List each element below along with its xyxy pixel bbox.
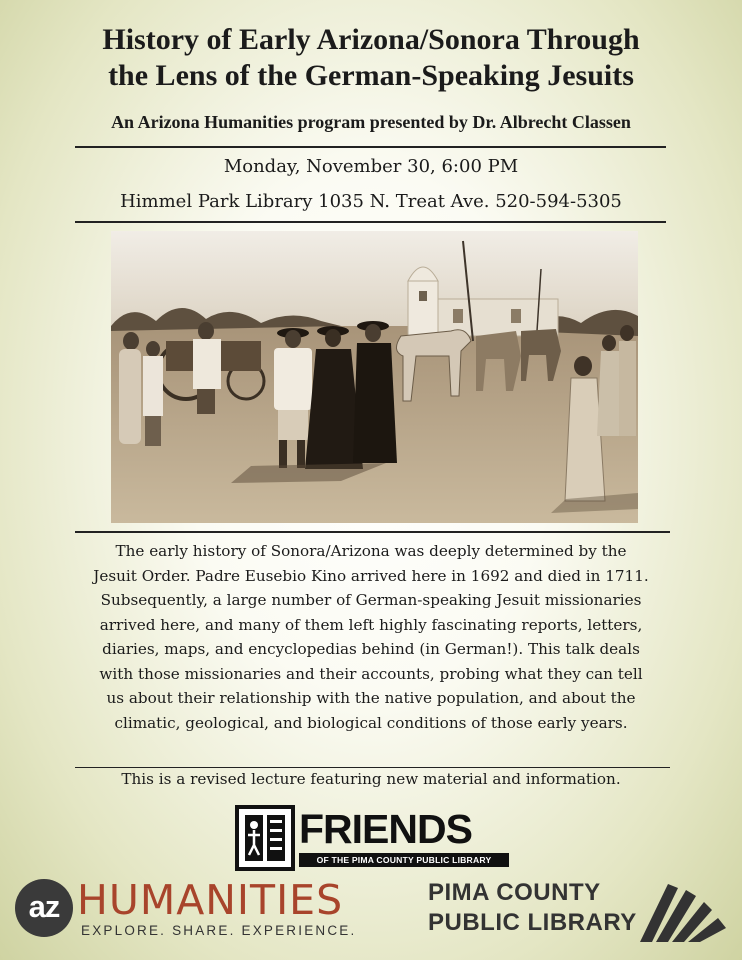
body-line: The early history of Sonora/Arizona was deeply determined by the xyxy=(115,542,627,560)
divider-note xyxy=(75,767,670,768)
divider-top xyxy=(75,146,666,148)
poster-subtitle: An Arizona Humanities program presented by Dr. Albrecht Classen xyxy=(111,112,631,132)
friends-of-library-logo xyxy=(235,805,510,873)
body-line: us about their relationship with the native population, and about the xyxy=(106,689,636,707)
az-humanities-logo xyxy=(15,875,400,945)
pima-line-1: PIMA COUNTY xyxy=(428,879,601,906)
body-line: diaries, maps, and encyclopedias behind (in German!). This talk deals xyxy=(102,640,640,658)
az-mark: az xyxy=(15,879,73,937)
poster-title xyxy=(0,22,742,94)
divider-photo-bottom xyxy=(75,531,670,533)
pima-county-library-logo xyxy=(428,876,728,946)
pima-line-2: PUBLIC LIBRARY xyxy=(428,909,637,936)
revision-note: This is a revised lecture featuring new material and information. xyxy=(121,770,621,788)
body-line: Jesuit Order. Padre Eusebio Kino arrived here in 1692 and died in 1711. xyxy=(93,566,649,585)
pima-book-fan-icon xyxy=(638,876,728,944)
description-paragraph xyxy=(40,539,702,735)
humanities-wordmark: HUMANITIES xyxy=(77,876,344,924)
friends-subtitle: OF THE PIMA COUNTY PUBLIC LIBRARY xyxy=(299,853,509,867)
mission-reenactment-photo xyxy=(111,231,638,523)
event-location: Himmel Park Library 1035 N. Treat Ave. 520-594-5305 xyxy=(120,191,622,212)
humanities-tagline: EXPLORE. SHARE. EXPERIENCE. xyxy=(81,923,357,938)
friends-wordmark: FRIENDS xyxy=(299,806,472,852)
body-line: climatic, geological, and biological conditions of those early years. xyxy=(114,713,628,732)
body-line: arrived here, and many of them left highly fascinating reports, letters, xyxy=(99,615,643,634)
title-line-1: History of Early Arizona/Sonora Through xyxy=(102,23,640,56)
body-line: with those missionaries and their accounts, probing what they can tell xyxy=(99,664,643,683)
divider-mid xyxy=(75,221,666,223)
title-line-2: the Lens of the German-Speaking Jesuits xyxy=(108,59,634,92)
friends-book-icon xyxy=(235,805,295,871)
body-line: Subsequently, a large number of German-speaking Jesuit missionaries xyxy=(100,591,642,609)
event-date: Monday, November 30, 6:00 PM xyxy=(223,156,519,177)
